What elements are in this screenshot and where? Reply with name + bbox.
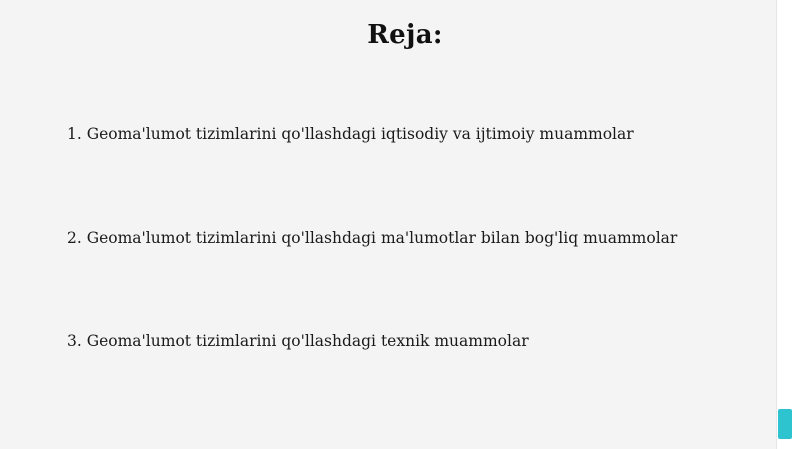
- vertical-scrollbar[interactable]: [776, 0, 800, 449]
- plan-item-2: 2. Geoma'lumot tizimlarini qo'llashdagi ma'lumotlar bilan bog'liq muammolar: [67, 229, 678, 247]
- plan-item-1: 1. Geoma'lumot tizimlarini qo'llashdagi iqtisodiy va ijtimoiy muammolar: [67, 125, 634, 143]
- plan-item-3: 3. Geoma'lumot tizimlarini qo'llashdagi texnik muammolar: [67, 332, 529, 350]
- slide-title: Reja:: [367, 20, 443, 50]
- scrollbar-thumb[interactable]: [778, 409, 792, 439]
